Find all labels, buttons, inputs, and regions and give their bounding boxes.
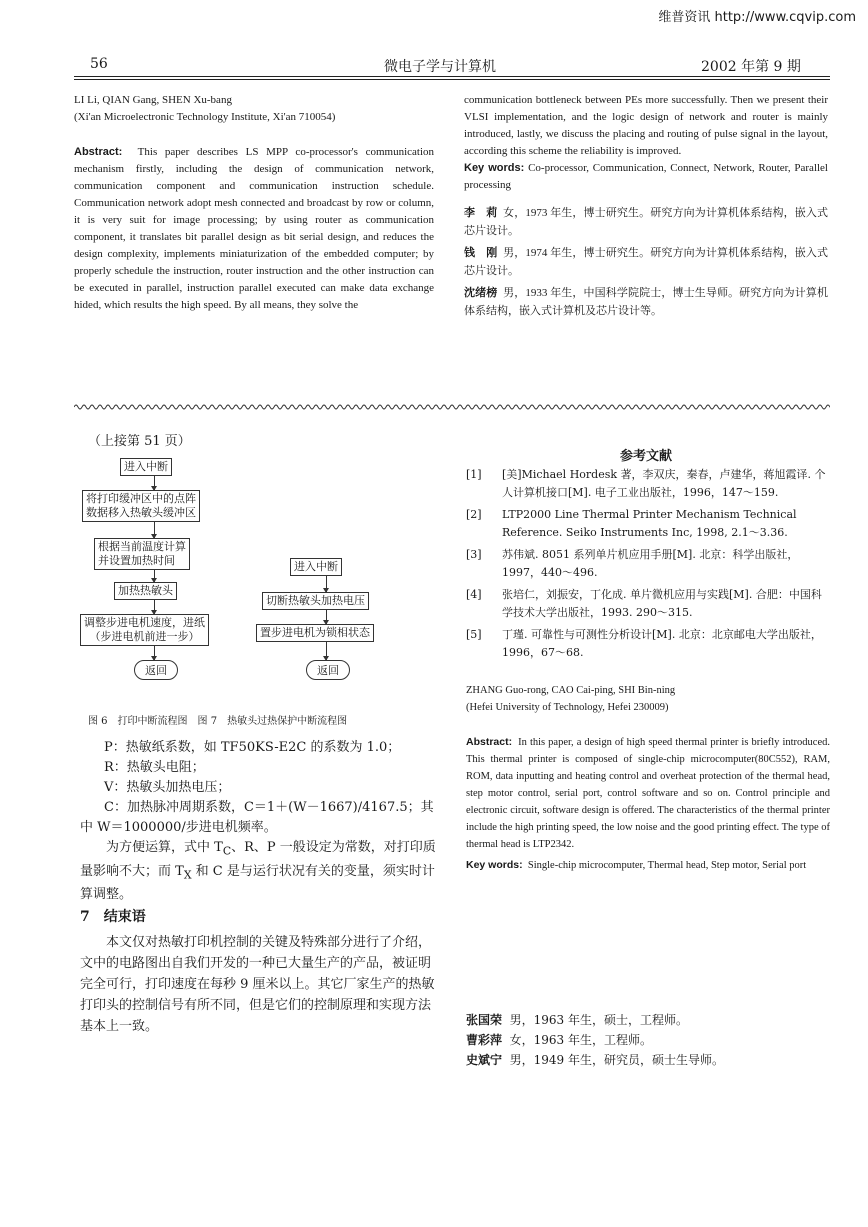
keywords-text: Single-chip microcomputer, Thermal head, Step motor, Serial port [527,860,807,871]
fc1-step3: 加热热敏头 [114,582,177,600]
abstract-cont: communication bottleneck between PEs more successfully. Then we present their VLSI implementation, and the logic design of network and router is mainly introduced, lastly, we discuss the placing and routing of pulse signal in the layout, according this scheme the reliability is improved. [464,94,828,157]
keywords-text: Co-processor, Communication, Connect, Network, Router, Parallel processing [464,162,828,191]
bio-name: 曹彩萍 [466,1033,503,1047]
prev-article-abstract-cont [464,92,828,320]
fc1-step2: 根据当前温度计算 并设置加热时间 [94,538,190,570]
eng-authors: ZHANG Guo-rong, CAO Cai-ping, SHI Bin-ning [466,685,676,696]
reference-item: [5] 丁瑾. 可靠性与可测性分析设计[M]. 北京：北京邮电大学出版社，1996，67～68. [466,628,822,659]
bio-text: 男，1974 年生，博士研究生。研究方向为计算机体系结构，嵌入式芯片设计。 [464,247,829,277]
bio-name: 史斌宁 [466,1053,503,1067]
eng-affiliation: (Hefei University of Technology, Hefei 230009) [466,702,669,713]
page-number: 56 [90,56,108,72]
eng-keywords [466,857,830,874]
bio-text: 男，1933 年生，中国科学院院士，博士生导师。研究方向为计算机体系结构，嵌入式计算机及芯片设计等。 [464,287,829,317]
body-line: P：热敏纸系数，如 TF50KS-E2C 的系数为 1.0； [104,740,401,755]
abstract-text: This paper describes LS MPP co-processor's communication mechanism firstly, including the design of communication network, communication component and communication instruction schedule. Communication network adopt mesh connected and broadcast by row or column, it is very suit for image processing; by using router as communication component, it translates bit parallel design as bit serial design, and reduces the design complexity, implements miniaturization of the embedded computer; by properly schedule the instruction, router instruction and the other instruction can be executed in parallel, instruction parallel executed can make data exchange hided, which results the high speed. By all means, they solve the [74,146,435,311]
figure-caption: 图 6 打印中断流程图 图 7 热敏头过热保护中断流程图 [88,716,348,727]
bio-name: 张国荣 [466,1013,503,1027]
arrow [326,576,327,592]
header-rule-thick [74,76,830,77]
references-list [466,466,830,666]
reference-item: [3] 苏伟斌. 8051 系列单片机应用手册[M]. 北京：科学出版社，1997，440～496. [466,548,799,579]
keywords-label: Key words: [466,859,523,871]
reference-item: [2] LTP2000 Line Thermal Printer Mechanism Technical Reference. Seiko Instruments Inc, 1998, 2.1～3.36. [466,508,797,539]
bio-text: 女，1973 年生，博士研究生。研究方向为计算机体系结构，嵌入式芯片设计。 [464,207,829,237]
bio-text: 男，1949 年生，研究员，硕士生导师。 [509,1053,725,1067]
journal-title: 微电子学与计算机 [384,59,496,75]
abstract-label: Abstract: [74,146,123,158]
header-rule-thin [74,79,830,80]
english-abstract [466,682,830,874]
arrow [326,610,327,624]
reference-item: [1] [美]Michael Hordesk 著，李双庆，秦春，卢建华，蒋旭霞译. 个人计算机接口[M]. 电子工业出版社，1996，147～159. [466,468,826,499]
body-text [80,738,442,905]
fc1-end: 返回 [134,660,178,680]
arrow [154,476,155,490]
body-line: R：热敏头电阻； [104,760,205,775]
conclusion-text: 本文仅对热敏打印机控制的关键及特殊部分进行了介绍，文中的电路图出自我们开发的一种已大量生产的产品，被证明完全可行，打印速度在每秒 9 厘米以上。其它厂家生产的热敏打印头的控制信号有所不同，但是它们的控制原理和实现方法基本上一致。 [80,935,435,1034]
watermark-text: 维普资讯 http://www.cqvip.com [658,10,856,25]
bio-name: 钱 刚 [464,247,498,259]
bio-text: 女，1963 年生，工程师。 [509,1033,653,1047]
author-bios-bottom [466,1010,830,1070]
eng-abstract [466,734,830,853]
references-title: 参考文献 [620,449,673,464]
flowchart-figures [80,458,440,708]
fc1-start: 进入中断 [120,458,172,476]
prev-keywords [464,160,828,194]
continued-note: （上接第 51 页） [88,434,191,449]
fc1-step4: 调整步进电机速度，进纸 （步进电机前进一步） [80,614,209,646]
bio-name: 李 莉 [464,207,498,219]
arrow [154,646,155,660]
keywords-label: Key words: [464,162,525,174]
issue-label: 2002 年第 9 期 [701,59,801,75]
author-bios [464,204,828,320]
prev-abstract [74,144,434,314]
arrow [326,642,327,660]
fc2-step2: 置步进电机为锁相状态 [256,624,374,642]
section-title: 7 结束语 [80,909,146,925]
abstract-label: Abstract: [466,736,513,748]
prev-affiliation: (Xi'an Microelectronic Technology Institute, Xi'an 710054) [74,111,336,123]
wavy-divider [74,402,830,412]
body-line: 为方便运算，式中 $T_C$、R、P 一般设定为常数，对打印质量影响不大；而 $T_X$ 和 C 是与运行状况有关的变量，须实时计算调整。 [80,840,436,903]
bio-text: 男，1963 年生，硕士，工程师。 [509,1013,689,1027]
abstract-text: In this paper, a design of high speed thermal printer is briefly introduced. This thermal printer is composed of single-chip microcomputer(80C552), RAM, ROM, data inputting and heating control and overheat protection of the thermal head, step motor control, serial port, control software and so on. Control principle and electronic circuit, software design is offered. The characteristics of the thermal printer include the high printing speed, the low noise and the good printing effect. The type of thermal head is LTP2342. [466,737,830,850]
body-line: V：热敏头加热电压； [104,780,231,795]
arrow [154,600,155,614]
reference-item: [4] 张培仁，刘振安，丁化成. 单片微机应用与实践[M]. 合肥：中国科学技术大学出版社，1993. 290～315. [466,588,822,619]
arrow [154,522,155,538]
section-text [80,932,442,1037]
body-line: C：加热脉冲周期系数，C＝1＋(W－1667)/4167.5；其中 W＝1000000/步进电机频率。 [80,800,434,835]
fc1-step1: 将打印缓冲区中的点阵 数据移入热敏头缓冲区 [82,490,200,522]
prev-article-abstract [74,92,434,314]
fc2-start: 进入中断 [290,558,342,576]
fc2-step1: 切断热敏头加热电压 [262,592,369,610]
prev-authors: LI Li, QIAN Gang, SHEN Xu-bang [74,94,232,106]
arrow [154,570,155,582]
bio-name: 沈绪榜 [464,287,498,299]
fc2-end: 返回 [306,660,350,680]
